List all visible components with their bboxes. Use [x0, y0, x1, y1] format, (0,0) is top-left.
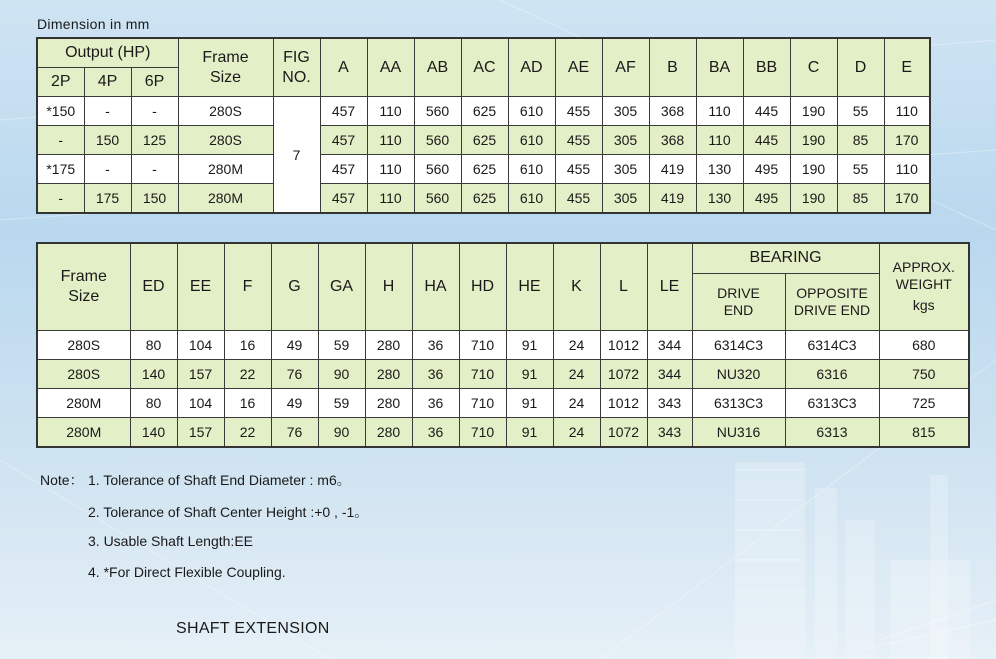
table-cell: 495: [743, 184, 790, 214]
table-cell: 90: [318, 359, 365, 388]
fig-no-header: FIG NO.: [273, 38, 320, 97]
table-cell: 1012: [600, 330, 647, 359]
table-cell: 190: [790, 184, 837, 214]
table-cell: 76: [271, 417, 318, 447]
table-cell: NU320: [692, 359, 785, 388]
table-cell: 110: [696, 97, 743, 126]
table-cell: 610: [508, 97, 555, 126]
table-cell: 36: [412, 359, 459, 388]
table-cell: 1072: [600, 417, 647, 447]
table-cell: 280: [365, 359, 412, 388]
pole-header-4p: 4P: [84, 68, 131, 97]
table-cell: 710: [459, 330, 506, 359]
note-item: 2. Tolerance of Shaft Center Height :+0 , -1。: [88, 504, 369, 520]
table-cell: 24: [553, 417, 600, 447]
table-cell: 419: [649, 155, 696, 184]
dim-header-c: C: [790, 38, 837, 97]
dim-header-le: LE: [647, 243, 692, 330]
dim-header-d: D: [837, 38, 884, 97]
table-cell: 280M: [178, 155, 273, 184]
weight-unit-label: kgs: [912, 297, 935, 314]
table-cell: 55: [837, 97, 884, 126]
table-cell: 76: [271, 359, 318, 388]
table-cell: -: [84, 97, 131, 126]
table-cell: 24: [553, 359, 600, 388]
table-cell: NU316: [692, 417, 785, 447]
dim-header-k: K: [553, 243, 600, 330]
approx-weight-header: [879, 243, 969, 330]
dim-header-ae: AE: [555, 38, 602, 97]
table-row: [37, 155, 930, 184]
table-cell: 110: [696, 126, 743, 155]
table-cell: 457: [320, 97, 367, 126]
table-cell: 280S: [37, 359, 130, 388]
table-cell: 280: [365, 330, 412, 359]
table-cell: 305: [602, 184, 649, 214]
table-cell: 91: [506, 417, 553, 447]
table-cell: 170: [884, 184, 930, 214]
table-cell: 130: [696, 155, 743, 184]
table-cell: 560: [414, 126, 461, 155]
table-cell: 104: [177, 388, 224, 417]
table-row: [37, 359, 969, 388]
dim-header-e: E: [884, 38, 930, 97]
dim-header-hd: HD: [459, 243, 506, 330]
table-cell: 170: [884, 126, 930, 155]
table-cell: 85: [837, 126, 884, 155]
table-cell: 280: [365, 417, 412, 447]
table-cell: 104: [177, 330, 224, 359]
table-cell: 344: [647, 330, 692, 359]
table-cell: 305: [602, 97, 649, 126]
table-cell: 6313C3: [785, 388, 879, 417]
frame-dimension-table: [36, 242, 970, 448]
table-cell: 560: [414, 97, 461, 126]
table-cell: 368: [649, 97, 696, 126]
table-cell: 140: [130, 417, 177, 447]
table-cell: 625: [461, 184, 508, 214]
table-cell: 140: [130, 359, 177, 388]
fig-number-cell: 7: [273, 97, 320, 214]
table-cell: -: [37, 126, 84, 155]
frame-size-header: Frame Size: [178, 38, 273, 97]
table-cell: -: [131, 97, 178, 126]
table-cell: 24: [553, 388, 600, 417]
output-dimension-table: [36, 37, 931, 214]
dim-header-ad: AD: [508, 38, 555, 97]
note-item: 3. Usable Shaft Length:EE: [88, 533, 253, 549]
table-cell: 280S: [178, 126, 273, 155]
pole-header-2p: 2P: [37, 68, 84, 97]
table-cell: 80: [130, 388, 177, 417]
dim-header-af: AF: [602, 38, 649, 97]
table-cell: -: [131, 155, 178, 184]
table-cell: 710: [459, 388, 506, 417]
table-cell: 280M: [178, 184, 273, 214]
table-cell: 750: [879, 359, 969, 388]
table-cell: 280M: [37, 388, 130, 417]
table-cell: 1072: [600, 359, 647, 388]
table-cell: 6316: [785, 359, 879, 388]
table-row: [37, 330, 969, 359]
table-cell: 815: [879, 417, 969, 447]
table-cell: 610: [508, 184, 555, 214]
table-cell: *175: [37, 155, 84, 184]
table-cell: 91: [506, 330, 553, 359]
table-cell: 22: [224, 417, 271, 447]
table-cell: 680: [879, 330, 969, 359]
table-cell: 344: [647, 359, 692, 388]
table-cell: 305: [602, 126, 649, 155]
table-cell: -: [84, 155, 131, 184]
table-cell: 280M: [37, 417, 130, 447]
table-cell: 725: [879, 388, 969, 417]
table-cell: 625: [461, 155, 508, 184]
table-cell: 130: [696, 184, 743, 214]
shaft-extension-title: SHAFT EXTENSION: [176, 620, 330, 637]
dim-header-h: H: [365, 243, 412, 330]
table-row: [37, 417, 969, 447]
table-cell: 368: [649, 126, 696, 155]
table-cell: 710: [459, 417, 506, 447]
dim-header-g: G: [271, 243, 318, 330]
table-cell: 610: [508, 155, 555, 184]
table-cell: 190: [790, 97, 837, 126]
table-cell: 305: [602, 155, 649, 184]
table-cell: 445: [743, 97, 790, 126]
table-cell: 6314C3: [785, 330, 879, 359]
note-item: 1. Tolerance of Shaft End Diameter : m6。: [88, 472, 351, 488]
dim-header-l: L: [600, 243, 647, 330]
dim-header-he: HE: [506, 243, 553, 330]
table-cell: 560: [414, 184, 461, 214]
table-cell: 59: [318, 388, 365, 417]
table-cell: 36: [412, 330, 459, 359]
table-cell: 110: [884, 97, 930, 126]
drive-end-header: DRIVE END: [692, 273, 785, 330]
table-cell: 110: [367, 155, 414, 184]
output-hp-header: Output (HP): [37, 38, 178, 68]
table-cell: 110: [367, 184, 414, 214]
table-cell: 455: [555, 126, 602, 155]
table-row: [37, 126, 930, 155]
table-cell: *150: [37, 97, 84, 126]
opposite-drive-end-header: OPPOSITE DRIVE END: [785, 273, 879, 330]
table-cell: 455: [555, 184, 602, 214]
table-row: [37, 388, 969, 417]
table-cell: 419: [649, 184, 696, 214]
table-cell: 55: [837, 155, 884, 184]
table-cell: 190: [790, 126, 837, 155]
dim-header-ac: AC: [461, 38, 508, 97]
table-cell: 80: [130, 330, 177, 359]
table-cell: 49: [271, 330, 318, 359]
table-cell: 455: [555, 155, 602, 184]
dim-header-a: A: [320, 38, 367, 97]
dim-header-ee: EE: [177, 243, 224, 330]
table-cell: 280: [365, 388, 412, 417]
pole-header-6p: 6P: [131, 68, 178, 97]
table-cell: 457: [320, 155, 367, 184]
table-cell: 22: [224, 359, 271, 388]
table-cell: 455: [555, 97, 602, 126]
table-cell: 1012: [600, 388, 647, 417]
table-cell: 6313C3: [692, 388, 785, 417]
table-cell: 710: [459, 359, 506, 388]
table-cell: 91: [506, 388, 553, 417]
table-row: [37, 184, 930, 214]
table-cell: 6313: [785, 417, 879, 447]
table-cell: 91: [506, 359, 553, 388]
table-cell: 445: [743, 126, 790, 155]
dim-header-ba: BA: [696, 38, 743, 97]
table-cell: 110: [367, 126, 414, 155]
table-cell: 85: [837, 184, 884, 214]
table-cell: 24: [553, 330, 600, 359]
table-cell: 150: [84, 126, 131, 155]
table-cell: 343: [647, 388, 692, 417]
table-cell: 6314C3: [692, 330, 785, 359]
dim-header-ha: HA: [412, 243, 459, 330]
notes-prefix: Note：: [40, 472, 84, 488]
table-cell: 610: [508, 126, 555, 155]
table-cell: 280S: [37, 330, 130, 359]
table-cell: 110: [367, 97, 414, 126]
table-cell: 343: [647, 417, 692, 447]
table-cell: 457: [320, 126, 367, 155]
approx-weight-label: APPROX. WEIGHT: [892, 259, 955, 293]
table-cell: 625: [461, 97, 508, 126]
table-cell: 59: [318, 330, 365, 359]
table-cell: -: [37, 184, 84, 214]
table-cell: 625: [461, 126, 508, 155]
dim-header-f: F: [224, 243, 271, 330]
table-cell: 495: [743, 155, 790, 184]
dim-header-aa: AA: [367, 38, 414, 97]
table-cell: 175: [84, 184, 131, 214]
dim-header-ed: ED: [130, 243, 177, 330]
dim-header-b: B: [649, 38, 696, 97]
note-item: 4. *For Direct Flexible Coupling.: [88, 564, 286, 580]
table-cell: 49: [271, 388, 318, 417]
table-cell: 110: [884, 155, 930, 184]
table-cell: 36: [412, 388, 459, 417]
table-cell: 16: [224, 330, 271, 359]
dim-header-bb: BB: [743, 38, 790, 97]
table-cell: 150: [131, 184, 178, 214]
table-cell: 16: [224, 388, 271, 417]
table-cell: 90: [318, 417, 365, 447]
dim-header-ab: AB: [414, 38, 461, 97]
table-cell: 560: [414, 155, 461, 184]
table-cell: 190: [790, 155, 837, 184]
table-cell: 157: [177, 417, 224, 447]
dimension-caption: Dimension in mm: [37, 16, 150, 32]
table-cell: 36: [412, 417, 459, 447]
frame-size-header: Frame Size: [37, 243, 130, 330]
bearing-header: BEARING: [692, 243, 879, 273]
dim-header-ga: GA: [318, 243, 365, 330]
table-cell: 157: [177, 359, 224, 388]
table-row: [37, 97, 930, 126]
table-cell: 457: [320, 184, 367, 214]
table-cell: 280S: [178, 97, 273, 126]
table-cell: 125: [131, 126, 178, 155]
